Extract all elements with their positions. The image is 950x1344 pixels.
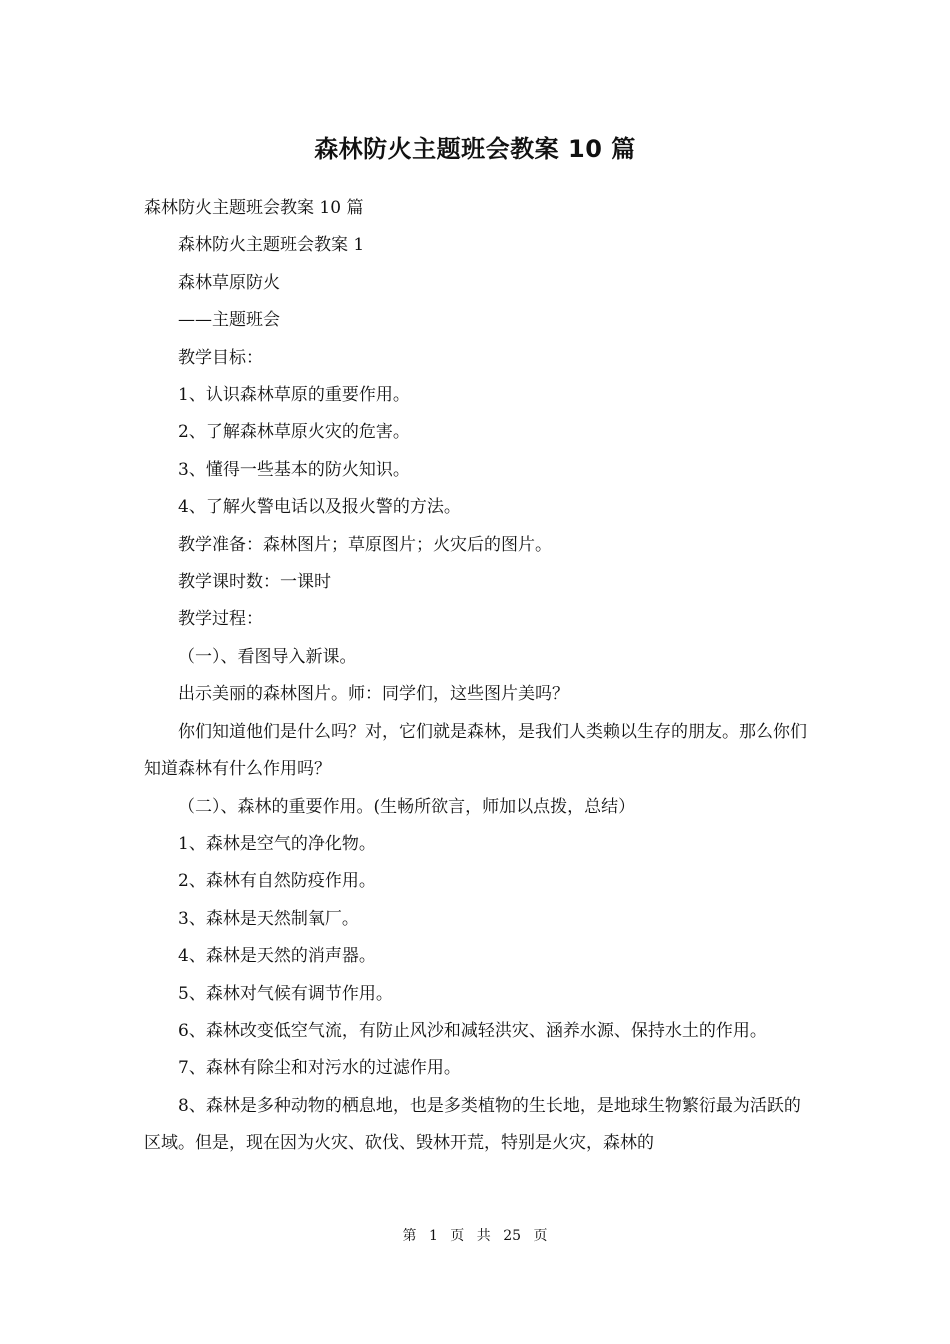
paragraph: 教学目标： xyxy=(178,347,263,368)
paragraph: 1、森林是空气的净化物。 xyxy=(178,833,376,854)
paragraph: 出示美丽的森林图片。师：同学们，这些图片美吗？ xyxy=(178,684,569,705)
paragraph: 教学过程： xyxy=(178,609,263,630)
paragraph: 4、了解火警电话以及报火警的方法。 xyxy=(178,497,461,518)
paragraph: 森林草原防火 xyxy=(178,272,280,293)
paragraph: 5、森林对气候有调节作用。 xyxy=(178,983,393,1004)
paragraph: 4、森林是天然的消声器。 xyxy=(178,946,376,967)
paragraph: 6、森林改变低空气流，有防止风沙和减轻洪灾、涵养水源、保持水土的作用。 xyxy=(178,1020,767,1041)
paragraph: 你们知道他们是什么吗？对，它们就是森林，是我们人类赖以生存的朋友。那么你们知道森林有什么作用吗？ xyxy=(144,721,807,780)
document-title: 森林防火主题班会教案 10 篇 xyxy=(314,135,636,163)
document-body xyxy=(144,190,814,1163)
paragraph: 教学准备：森林图片；草原图片；火灾后的图片。 xyxy=(178,534,552,555)
paragraph: 7、森林有除尘和对污水的过滤作用。 xyxy=(178,1058,461,1079)
paragraph: 2、森林有自然防疫作用。 xyxy=(178,871,376,892)
page-footer: 第 1 页 共 25 页 xyxy=(402,1228,548,1244)
paragraph: 森林防火主题班会教案 10 篇 xyxy=(144,198,364,218)
paragraph: 3、森林是天然制氧厂。 xyxy=(178,908,359,929)
paragraph: 森林防火主题班会教案 1 xyxy=(178,235,365,256)
paragraph: ——主题班会 xyxy=(178,310,280,331)
paragraph: 8、森林是多种动物的栖息地，也是多类植物的生长地，是地球生物繁衍最为活跃的区域。但是，现在因为火灾、砍伐、毁林开荒，特别是火灾，森林的 xyxy=(144,1095,801,1154)
paragraph: 3、懂得一些基本的防火知识。 xyxy=(178,459,410,480)
paragraph: 1、认识森林草原的重要作用。 xyxy=(178,385,410,406)
paragraph: 教学课时数：一课时 xyxy=(178,572,331,593)
paragraph: （一）、看图导入新课。 xyxy=(178,646,357,667)
paragraph: （二）、森林的重要作用。(生畅所欲言，师加以点拨，总结） xyxy=(178,796,636,817)
paragraph: 2、了解森林草原火灾的危害。 xyxy=(178,422,410,443)
